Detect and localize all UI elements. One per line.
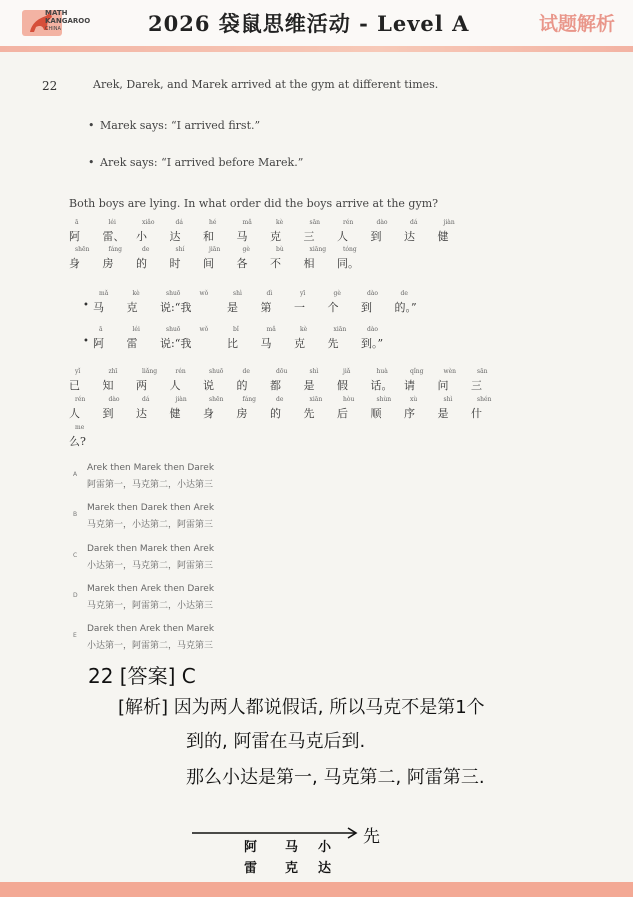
pinyin: de	[142, 246, 150, 253]
pinyin: rén	[175, 368, 186, 375]
pinyin: de	[276, 396, 284, 403]
hanzi: 的。”	[394, 301, 417, 314]
pinyin: fáng	[242, 396, 257, 403]
pinyin: bǐ	[233, 326, 239, 333]
hanzi: 到	[370, 230, 382, 243]
hanzi: 说	[203, 379, 214, 392]
explanation-line-3: 那么小达是第一, 马克第二, 阿雷第三.	[186, 767, 485, 788]
hanzi: 知	[102, 379, 114, 392]
pinyin: léi	[108, 219, 116, 226]
logo-line-3: CHINA	[45, 26, 61, 32]
option-english: Darek then Arek then Marek	[87, 624, 215, 634]
pinyin: gè	[333, 290, 341, 297]
pinyin: léi	[132, 326, 140, 333]
pinyin: shuō	[209, 368, 224, 375]
hanzi: 说:“我	[160, 337, 192, 350]
hanzi: 达	[136, 407, 147, 420]
hanzi: 比	[227, 337, 238, 350]
option-letter: D	[73, 592, 78, 599]
hanzi: 阿	[69, 230, 80, 243]
explanation-line-2: 到的, 阿雷在马克后到.	[186, 731, 366, 752]
pinyin: wèn	[443, 368, 457, 375]
pinyin: shì	[233, 290, 242, 297]
pinyin: hòu	[343, 396, 355, 403]
hanzi: 已	[69, 379, 80, 392]
hanzi: 的	[270, 407, 281, 420]
pinyin: shén	[477, 396, 492, 403]
logo-line-2: KANGAROO	[45, 17, 91, 25]
pinyin: shēn	[209, 396, 224, 403]
hanzi: 相	[303, 257, 315, 270]
hanzi: 话。	[370, 379, 393, 392]
option-english: Arek then Marek then Darek	[87, 463, 215, 473]
pinyin: bù	[276, 246, 284, 253]
hanzi: 克	[270, 230, 281, 243]
pinyin: jiān	[209, 246, 221, 253]
pinyin: dào	[376, 219, 388, 226]
hanzi: 假	[337, 379, 348, 392]
hanzi: 先	[327, 337, 339, 350]
page-title: 2026 袋鼠思维活动 - Level A	[148, 11, 470, 36]
pinyin: xiǎo	[142, 219, 155, 226]
pinyin: mǎ	[266, 326, 276, 333]
pinyin: mǎ	[99, 290, 109, 297]
hanzi: 房	[102, 257, 114, 270]
pinyin: huà	[376, 368, 388, 375]
hanzi: 么?	[69, 435, 86, 448]
header-divider	[0, 46, 633, 52]
hanzi: 雷、	[102, 230, 125, 243]
pinyin: hé	[209, 219, 217, 226]
pinyin: shēn	[75, 246, 90, 253]
hanzi: 和	[203, 230, 214, 243]
hanzi: 什	[471, 407, 482, 420]
pinyin: dá	[142, 396, 150, 403]
pinyin: fáng	[108, 246, 123, 253]
hanzi: 的	[236, 379, 248, 392]
option-chinese: 阿雷第一，马克第二，小达第三	[87, 480, 214, 490]
pinyin: xiāng	[309, 246, 327, 253]
option-chinese: 马克第一，阿雷第二，小达第三	[87, 601, 214, 611]
hanzi: 第	[260, 301, 272, 314]
pinyin: dào	[108, 396, 120, 403]
pinyin: dào	[367, 290, 379, 297]
hanzi: 三	[471, 379, 482, 392]
pinyin: dì	[266, 290, 273, 297]
hanzi: 都	[270, 379, 281, 392]
pinyin: shuō	[166, 290, 181, 297]
timeline-name-top: 马	[285, 840, 299, 855]
hanzi: 马	[93, 301, 104, 314]
hanzi: 先	[303, 407, 315, 420]
pinyin: shì	[443, 396, 453, 403]
pinyin: yǐ	[75, 368, 81, 375]
hanzi: 人	[337, 230, 348, 243]
arrow-head-icon	[348, 828, 356, 838]
pinyin: xù	[410, 396, 418, 403]
option-letter: A	[73, 471, 78, 478]
question-prompt: Both boys are lying. In what order did the boys arrive at the gym?	[69, 197, 439, 210]
hanzi: 马	[260, 337, 272, 350]
timeline-name-top: 小	[318, 840, 332, 855]
hanzi: 是	[303, 379, 315, 392]
option-letter: B	[73, 511, 78, 518]
hanzi: 到	[102, 407, 114, 420]
pinyin: shì	[309, 368, 319, 375]
answer-label: 22 [答案] C	[88, 664, 196, 688]
hanzi: 到。”	[361, 337, 384, 350]
hanzi: 小	[136, 230, 147, 243]
hanzi: 克	[126, 301, 138, 314]
hanzi: 顺	[370, 407, 382, 420]
header	[0, 0, 633, 46]
section-label: 试题解析	[538, 13, 615, 35]
pinyin: de	[242, 368, 250, 375]
hanzi: 一	[294, 301, 305, 314]
hanzi: 的	[136, 257, 147, 270]
hanzi: 各	[236, 257, 248, 270]
hanzi: 不	[270, 257, 281, 270]
pinyin: wǒ	[199, 290, 209, 297]
pinyin: shùn	[376, 396, 392, 403]
hanzi: 时	[169, 257, 181, 270]
timeline-name-bottom: 雷	[244, 861, 258, 876]
hanzi: 两	[136, 379, 147, 392]
hanzi: 阿	[93, 337, 104, 350]
statement-marek: • Marek says: “I arrived first.”	[100, 119, 260, 132]
hanzi: 后	[337, 407, 348, 420]
hanzi: 人	[169, 379, 181, 392]
pinyin: dào	[367, 326, 379, 333]
option-chinese: 马克第一，小达第二，阿雷第三	[87, 520, 214, 530]
hanzi: 间	[203, 257, 214, 270]
pinyin: de	[400, 290, 408, 297]
hanzi: 问	[437, 379, 449, 392]
pinyin: kè	[132, 290, 140, 297]
pinyin: gè	[242, 246, 250, 253]
pinyin: mǎ	[242, 219, 252, 226]
hanzi: 到	[361, 301, 372, 314]
arrow-label: 先	[363, 827, 380, 847]
hanzi: 房	[236, 407, 248, 420]
pinyin: xiān	[333, 326, 347, 333]
pinyin: dá	[410, 219, 418, 226]
hanzi: 身	[203, 407, 214, 420]
pinyin: jiàn	[175, 396, 187, 403]
pinyin: ā	[99, 326, 103, 333]
hanzi: 是	[227, 301, 238, 314]
hanzi: 请	[404, 379, 415, 392]
question-intro: Arek, Darek, and Marek arrived at the gym at different times.	[93, 78, 439, 91]
hanzi: 个	[327, 301, 339, 314]
pinyin: jiǎ	[343, 368, 351, 375]
pinyin: shuō	[166, 326, 181, 333]
option-chinese: 小达第一，阿雷第二，马克第三	[87, 641, 214, 651]
pinyin: tóng	[343, 246, 357, 253]
timeline-name-bottom: 达	[318, 861, 332, 876]
option-english: Marek then Darek then Arek	[87, 503, 215, 513]
hanzi: 达	[404, 230, 415, 243]
bullet-icon: •	[83, 300, 89, 311]
hanzi: 雷	[126, 337, 138, 350]
hanzi: 序	[404, 407, 415, 420]
pinyin: zhī	[108, 368, 118, 375]
option-letter: C	[73, 552, 78, 559]
bullet-icon: •	[83, 336, 89, 347]
pinyin: liǎng	[142, 368, 158, 375]
hanzi: 人	[69, 407, 80, 420]
pinyin: jiàn	[443, 219, 455, 226]
pinyin: me	[75, 424, 85, 431]
pinyin: kè	[276, 219, 284, 226]
logo-text	[45, 9, 90, 33]
hanzi: 同。	[337, 257, 359, 270]
pinyin: ā	[75, 219, 79, 226]
pinyin: rén	[75, 396, 86, 403]
pinyin: kè	[300, 326, 308, 333]
question-number: 22	[42, 79, 58, 93]
explanation-line-1: [解析] 因为两人都说假话, 所以马克不是第1个	[118, 697, 485, 718]
hanzi: 三	[303, 230, 315, 243]
pinyin: rén	[343, 219, 354, 226]
statement-arek: • Arek says: “I arrived before Marek.”	[100, 156, 303, 169]
option-letter: E	[73, 632, 77, 639]
pinyin: shí	[175, 246, 185, 253]
pinyin: yī	[300, 290, 306, 297]
hanzi: 克	[294, 337, 305, 350]
hanzi: 说:“我	[160, 301, 192, 314]
hanzi: 是	[437, 407, 449, 420]
footer-bar	[0, 882, 633, 897]
pinyin: wǒ	[199, 326, 209, 333]
hanzi: 健	[169, 407, 181, 420]
pinyin: xiān	[309, 396, 323, 403]
pinyin: qǐng	[410, 368, 424, 375]
hanzi: 达	[169, 230, 181, 243]
pinyin: dá	[175, 219, 183, 226]
option-english: Marek then Arek then Darek	[87, 584, 215, 594]
hanzi: 马	[236, 230, 248, 243]
option-chinese: 小达第一，马克第二，阿雷第三	[87, 561, 214, 571]
timeline-name-top: 阿	[244, 840, 258, 855]
pinyin: sān	[477, 368, 488, 375]
timeline-name-bottom: 克	[285, 861, 299, 876]
option-english: Darek then Marek then Arek	[87, 544, 215, 554]
pinyin: dōu	[276, 368, 288, 375]
logo-line-1: MATH	[45, 9, 68, 17]
pinyin: sān	[309, 219, 321, 226]
hanzi: 健	[437, 230, 449, 243]
hanzi: 身	[69, 257, 80, 270]
